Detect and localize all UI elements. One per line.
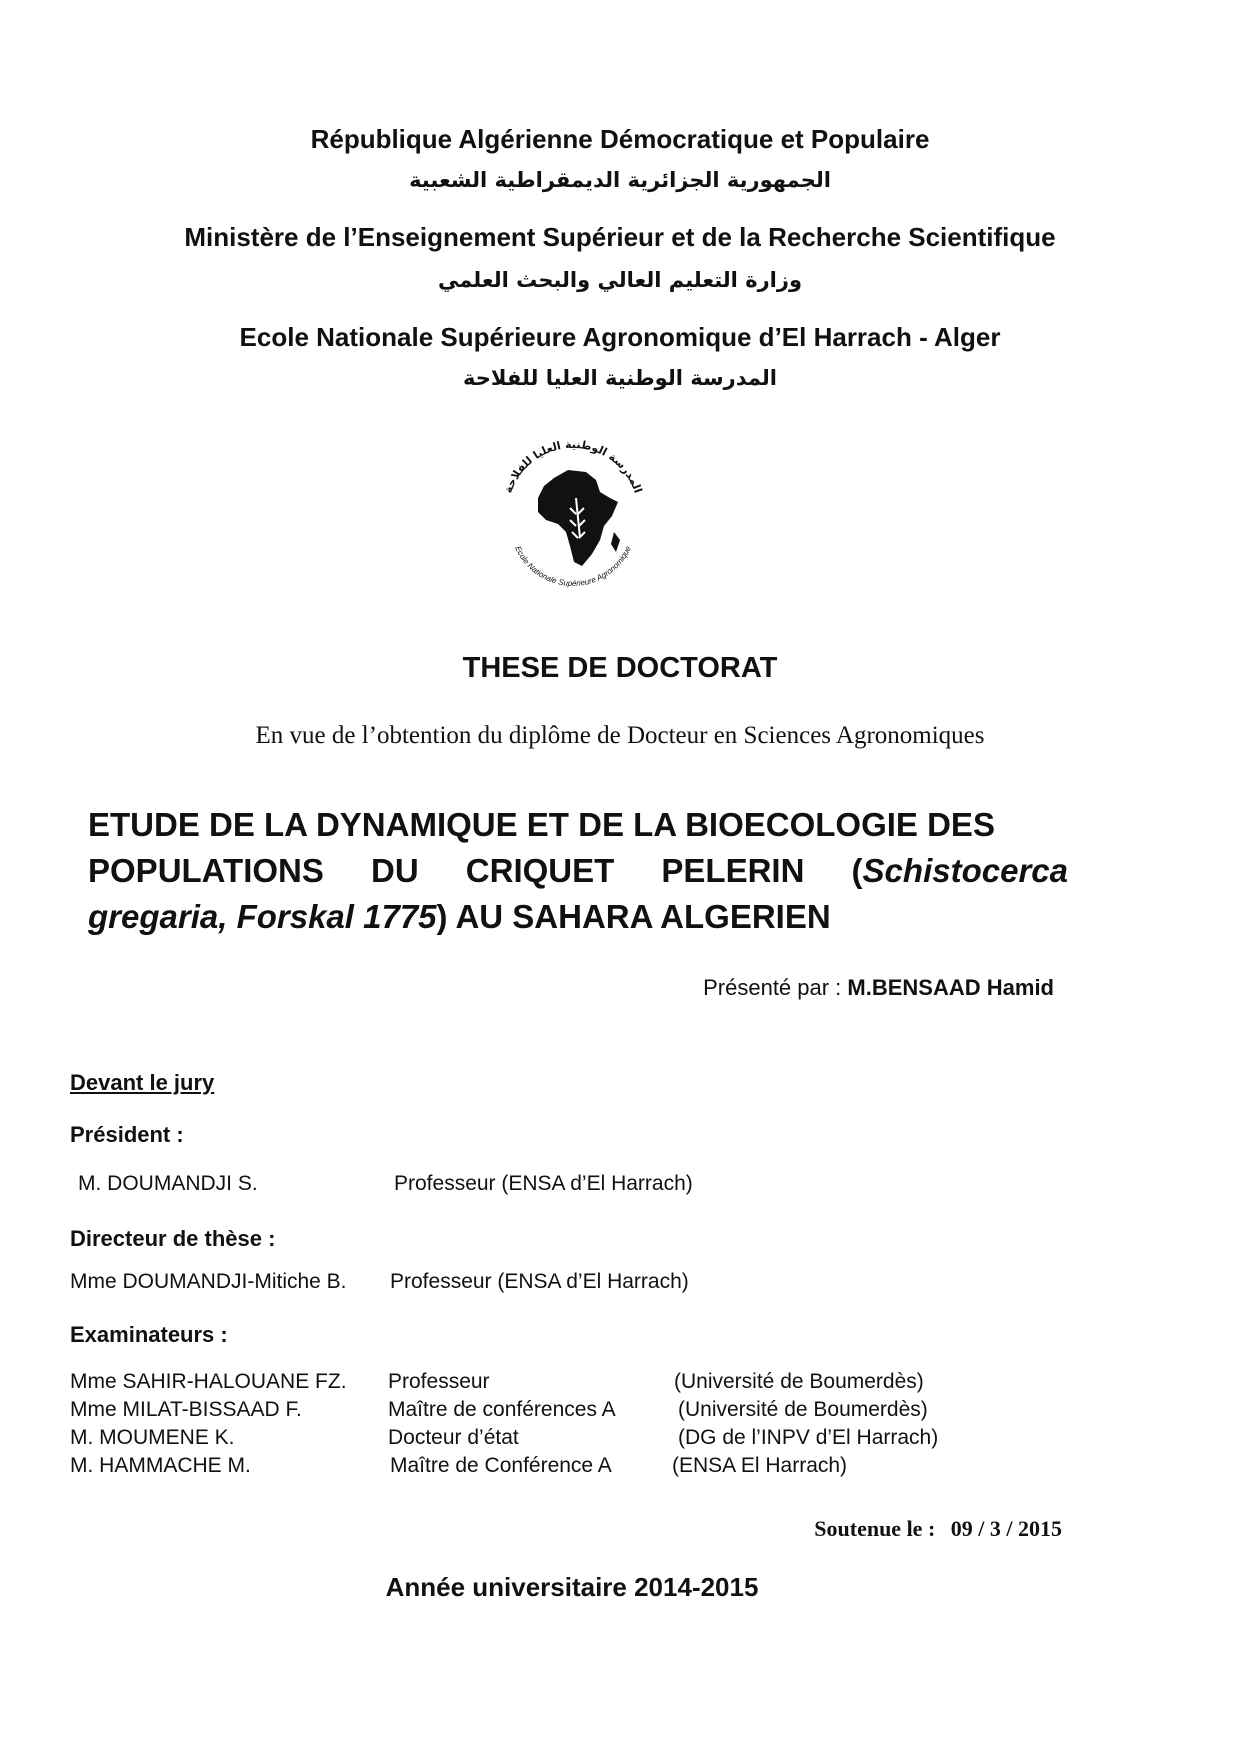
- examiners-label: Examinateurs :: [70, 1322, 228, 1347]
- president-label: Président :: [70, 1122, 184, 1147]
- examiner-name: M. HAMMACHE M.: [70, 1454, 251, 1477]
- ministry-name-fr: Ministère de l’Enseignement Supérieur et de la Recherche Scientifique: [184, 222, 1056, 252]
- school-name-ar: المدرسة الوطنية العليا للفلاحة: [463, 366, 777, 390]
- jury-heading: Devant le jury: [70, 1070, 215, 1095]
- svg-text:المدرسة الوطنية العليا للفلاحة: المدرسة الوطنية العليا للفلاحة: [501, 437, 645, 495]
- director-title: Professeur (ENSA d’El Harrach): [390, 1270, 689, 1293]
- examiner-grade: Maître de conférences A: [388, 1398, 616, 1421]
- examiner-name: Mme MILAT-BISSAAD F.: [70, 1398, 302, 1421]
- defense-date: [814, 1516, 1062, 1542]
- director-label: Directeur de thèse :: [70, 1226, 276, 1251]
- academic-year: Année universitaire 2014-2015: [385, 1572, 759, 1602]
- examiner-institution: (ENSA El Harrach): [672, 1454, 848, 1477]
- presenter-name: M.BENSAAD Hamid: [847, 975, 1054, 1000]
- president-name: M. DOUMANDJI S.: [78, 1172, 258, 1195]
- africa-seal-icon: [488, 428, 658, 598]
- school-name-fr: Ecole Nationale Supérieure Agronomique d’El Harrach - Alger: [239, 322, 1001, 352]
- defense-date-value: 09 / 3 / 2015: [950, 1516, 1062, 1541]
- title-word: POPULATIONS: [88, 852, 324, 889]
- examiner-institution: (Université de Boumerdès): [678, 1398, 928, 1421]
- thesis-title-line-3: [88, 894, 1068, 940]
- president-title: Professeur (ENSA d’El Harrach): [394, 1172, 693, 1195]
- thesis-purpose: En vue de l’obtention du diplôme de Docteur en Sciences Agronomiques: [255, 722, 985, 749]
- examiner-grade: Maître de Conférence A: [390, 1454, 612, 1477]
- examiner-name: M. MOUMENE K.: [70, 1426, 235, 1449]
- ministry-name-ar: وزارة التعليم العالي والبحث العلمي: [437, 268, 803, 292]
- thesis-title-line-2: [88, 848, 1068, 894]
- title-species-genus: (Schistocerca: [851, 852, 1068, 889]
- title-species-epithet: gregaria, Forskal 1775: [88, 898, 437, 935]
- title-region: ) AU SAHARA ALGERIEN: [436, 898, 831, 935]
- examiner-institution: (Université de Boumerdès): [674, 1370, 924, 1393]
- thesis-title-line-1: ETUDE DE LA DYNAMIQUE ET DE LA BIOECOLOGIE DES: [88, 806, 995, 843]
- thesis-type: THESE DE DOCTORAT: [462, 652, 778, 684]
- examiner-name: Mme SAHIR-HALOUANE FZ.: [70, 1370, 347, 1393]
- title-word: DU: [371, 852, 419, 889]
- title-word: PELERIN: [661, 852, 805, 889]
- examiner-institution: (DG de l’INPV d’El Harrach): [678, 1426, 939, 1449]
- presenter-label: Présenté par :: [703, 975, 848, 1000]
- defense-label: Soutenue le :: [814, 1516, 936, 1541]
- republic-name-ar: الجمهورية الجزائرية الديمقراطية الشعبية: [409, 168, 831, 192]
- thesis-title: [88, 802, 1068, 940]
- director-name: Mme DOUMANDJI-Mitiche B.: [70, 1270, 347, 1293]
- examiner-grade: Professeur: [388, 1370, 490, 1393]
- svg-text:Ecole Nationale Supérieure Agr: Ecole Nationale Supérieure Agronomique: [513, 544, 633, 589]
- republic-name-fr: République Algérienne Démocratique et Populaire: [310, 124, 930, 154]
- examiner-grade: Docteur d’état: [388, 1426, 519, 1449]
- title-word: CRIQUET: [465, 852, 615, 889]
- presenter: [703, 975, 1054, 1001]
- school-logo: [488, 428, 658, 598]
